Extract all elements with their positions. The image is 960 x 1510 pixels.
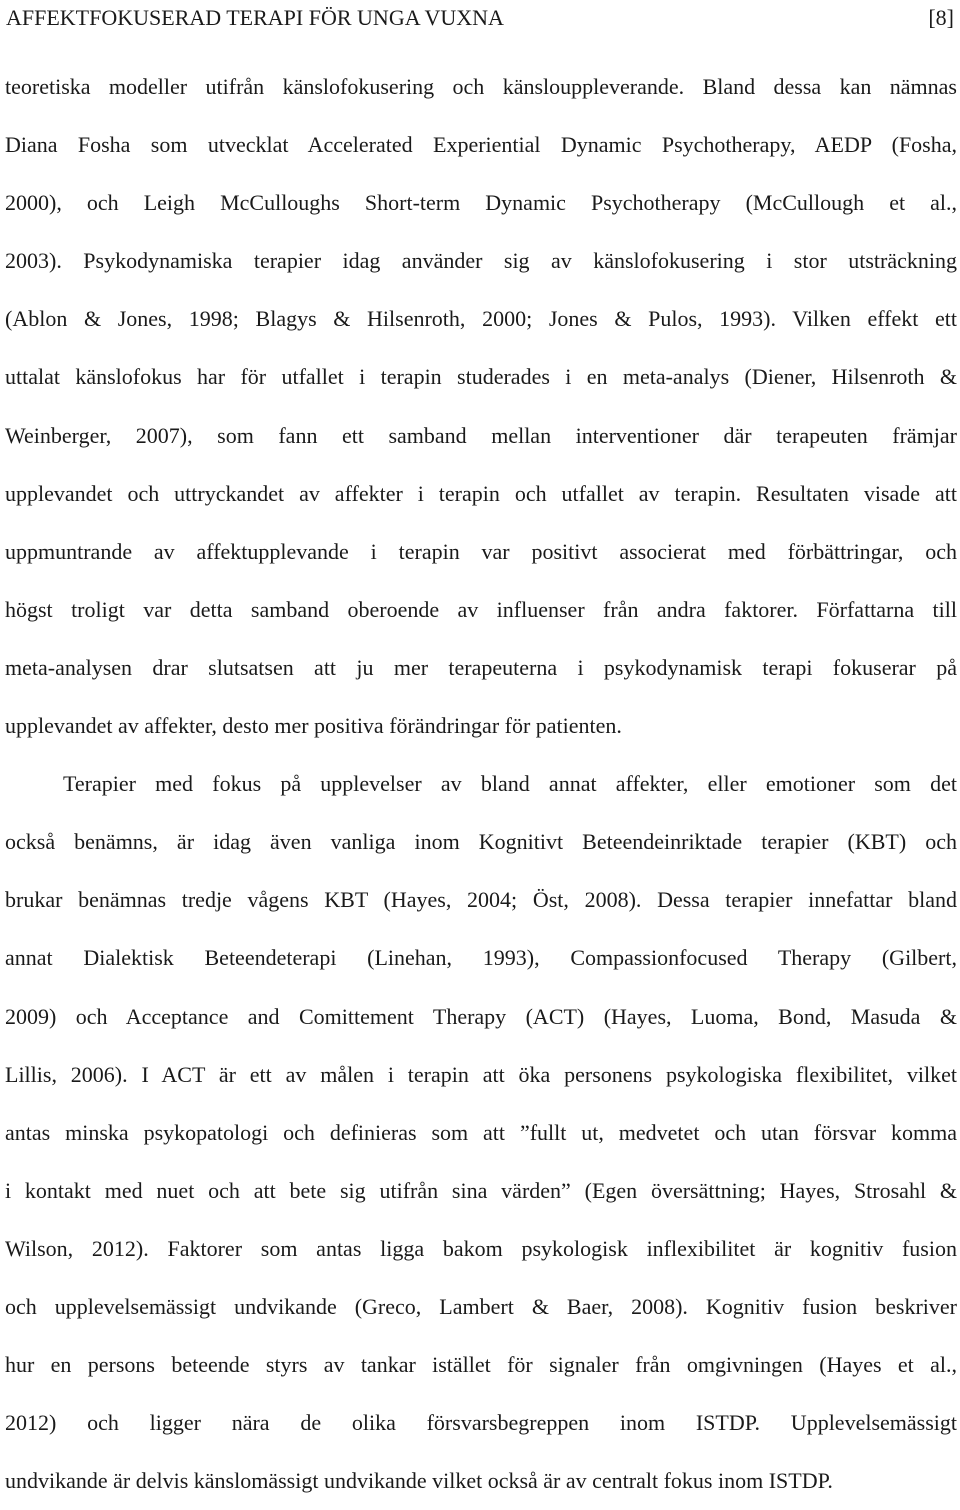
text-line: (Ablon & Jones, 1998; Blagys & Hilsenroth, 2000; Jones & Pulos, 1993). Vilken effekt ett — [5, 306, 957, 332]
text-line: teoretiska modeller utifrån känslofokusering och känslouppleverande. Bland dessa kan nämnas — [5, 74, 957, 99]
text-line: också benämns, är idag även vanliga inom Kognitivt Beteendeinriktade terapier (KBT) och — [5, 829, 957, 855]
text-line: annat Dialektisk Beteendeterapi (Linehan, 1993), Compassionfocused Therapy (Gilbert, — [5, 945, 957, 971]
text-line: uttalat känslofokus har för utfallet i terapin studerades i en meta-analys (Diener, Hilsenroth & — [5, 364, 957, 390]
text-line: meta-analysen drar slutsatsen att ju mer terapeuterna i psykodynamisk terapi fokuserar på — [5, 654, 957, 680]
page-header — [0, 0, 960, 36]
text-line: upplevandet och uttryckandet av affekter i terapin och utfallet av terapin. Resultaten visade att — [5, 480, 957, 506]
paragraph — [5, 58, 957, 755]
text-line: Terapier med fokus på upplevelser av bland annat affekter, eller emotioner som det — [63, 771, 957, 797]
text-line: Diana Fosha som utvecklat Accelerated Experiential Dynamic Psychotherapy, AEDP (Fosha, — [5, 132, 957, 158]
text-line: i kontakt med nuet och att bete sig utifrån sina värden” (Egen översättning; Hayes, Strosahl & — [5, 1177, 957, 1203]
text-line: antas minska psykopatologi och definieras som att ”fullt ut, medvetet och utan försvar komma — [5, 1119, 957, 1145]
running-head-title: AFFEKTFOKUSERAD TERAPI FÖR UNGA VUXNA — [6, 5, 504, 30]
paragraph — [5, 755, 957, 1510]
text-line: 2012) och ligger nära de olika försvarsbegreppen inom ISTDP. Upplevelsemässigt — [5, 1410, 957, 1436]
text-line: 2000), och Leigh McCulloughs Short-term Dynamic Psychotherapy (McCullough et al., — [5, 190, 957, 216]
text-line: hur en persons beteende styrs av tankar istället för signaler från omgivningen (Hayes et al., — [5, 1352, 957, 1378]
page-number: [8] — [928, 5, 954, 30]
text-line: brukar benämnas tredje vågens KBT (Hayes, 2004; Öst, 2008). Dessa terapier innefattar bland — [5, 887, 957, 913]
text-line: 2003). Psykodynamiska terapier idag använder sig av känslofokusering i stor utsträckning — [5, 248, 957, 274]
text-line: 2009) och Acceptance and Comittement Therapy (ACT) (Hayes, Luoma, Bond, Masuda & — [5, 1003, 957, 1029]
document-body — [5, 58, 957, 1510]
text-line: och upplevelsemässigt undvikande (Greco, Lambert & Baer, 2008). Kognitiv fusion beskriver — [5, 1293, 957, 1319]
text-line: upplevandet av affekter, desto mer positiva förändringar för patienten. — [5, 713, 622, 739]
text-line: Lillis, 2006). I ACT är ett av målen i terapin att öka personens psykologiska flexibilitet, vilket — [5, 1061, 957, 1087]
text-line: undvikande är delvis känslomässigt undvikande vilket också är av centralt fokus inom ISTDP. — [5, 1468, 833, 1494]
text-line: högst troligt var detta samband oberoende av influenser från andra faktorer. Författarna till — [5, 596, 957, 622]
text-line: uppmuntrande av affektupplevande i terapin var positivt associerat med förbättringar, och — [5, 538, 957, 564]
text-line: Weinberger, 2007), som fann ett samband mellan interventioner där terapeuten främjar — [5, 422, 957, 448]
text-line: Wilson, 2012). Faktorer som antas ligga bakom psykologisk inflexibilitet är kognitiv fusion — [5, 1235, 957, 1261]
